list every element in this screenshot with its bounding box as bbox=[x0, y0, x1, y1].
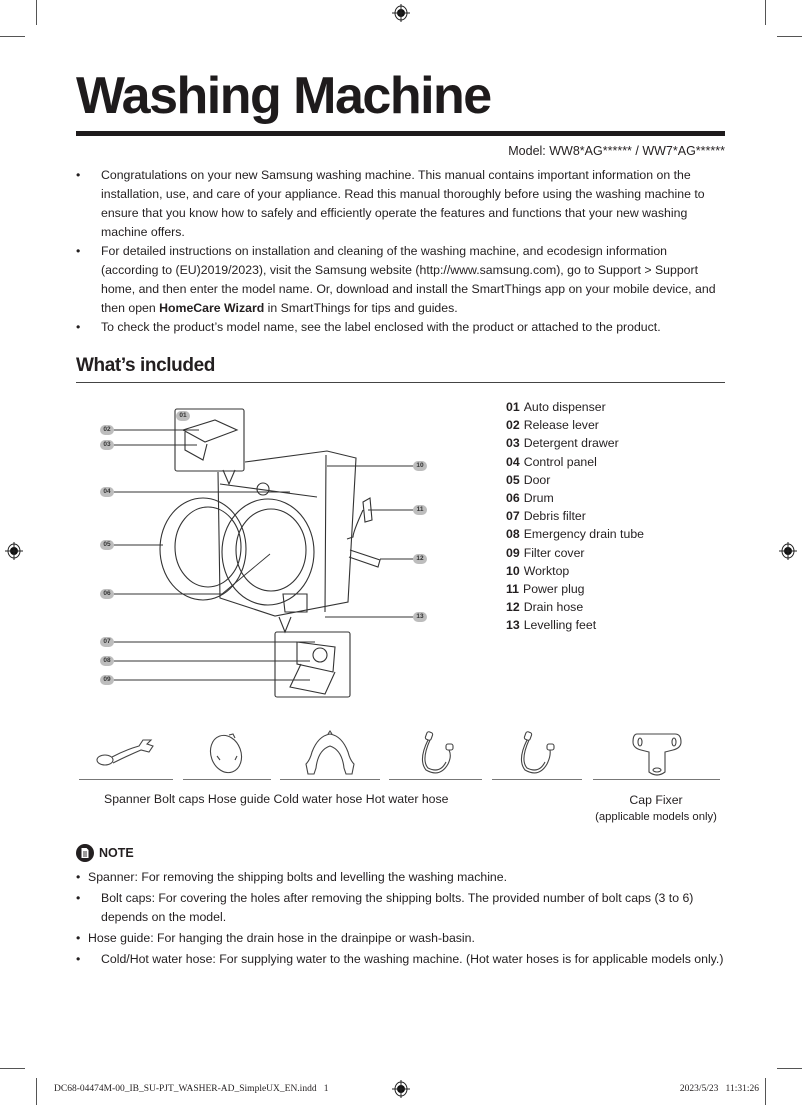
accessory-bolt-caps bbox=[183, 728, 271, 780]
washing-machine-diagram bbox=[95, 402, 440, 702]
intro-text: Congratulations on your new Samsung washing machine. This manual contains important information on the installation, use, and care of your appliance. Read this manual thoroughly before using the washing machine to ensure that you know how to safely and efficiently operate the features and functions that your new washing machine offers. bbox=[101, 168, 705, 239]
note-item: • Bolt caps: For covering the holes after removing the shipping bolts. The provided number of bolt caps (3 to 6) depends on the model. bbox=[76, 891, 694, 924]
bullet-dot: • bbox=[76, 320, 81, 334]
part-item: 05 Door bbox=[506, 472, 551, 487]
callout-02: 02 bbox=[100, 425, 114, 435]
note-icon bbox=[76, 844, 94, 862]
accessory-hose-guide bbox=[280, 728, 380, 780]
crop-mark bbox=[777, 1068, 802, 1069]
bolt-cap-icon bbox=[207, 730, 247, 776]
crop-mark bbox=[0, 36, 25, 37]
part-item: 04 Control panel bbox=[506, 454, 597, 469]
divider bbox=[280, 779, 380, 780]
accessory-cap-fixer bbox=[593, 728, 720, 780]
callout-11: 11 bbox=[413, 505, 427, 515]
callout-08: 08 bbox=[100, 656, 114, 666]
accessories-row bbox=[79, 728, 725, 782]
registration-mark-icon bbox=[392, 4, 410, 22]
crop-mark bbox=[765, 0, 766, 25]
crop-mark bbox=[765, 1078, 766, 1105]
hot-water-hose-icon bbox=[513, 730, 561, 778]
callout-03: 03 bbox=[100, 440, 114, 450]
divider bbox=[593, 779, 720, 780]
part-item: 01 Auto dispenser bbox=[506, 400, 606, 414]
intro-bullet bbox=[76, 166, 726, 242]
homecare-wizard-link-text: HomeCare Wizard bbox=[159, 301, 265, 315]
cap-fixer-label bbox=[595, 792, 717, 826]
crop-mark bbox=[36, 1078, 37, 1105]
registration-mark-icon bbox=[779, 542, 797, 560]
part-item: 08 Emergency drain tube bbox=[506, 527, 644, 542]
accessory-spanner bbox=[79, 728, 173, 780]
callout-06: 06 bbox=[100, 589, 114, 599]
part-item: 13 Levelling feet bbox=[506, 618, 597, 633]
callout-10: 10 bbox=[413, 461, 427, 471]
divider bbox=[183, 779, 271, 780]
part-item: 10 Worktop bbox=[506, 563, 570, 578]
print-slug-filename: DC68-04474M-00_IB_SU-PJT_WASHER-AD_SimpleUX_EN.indd 1 bbox=[54, 1084, 329, 1094]
page-title: Washing Machine bbox=[76, 67, 491, 125]
intro-bullet bbox=[76, 318, 726, 337]
part-item: 02 Release lever bbox=[506, 418, 599, 433]
divider bbox=[79, 779, 173, 780]
hose-guide-icon bbox=[302, 730, 358, 778]
note-item: • Cold/Hot water hose: For supplying water to the washing machine. (Hot water hoses is for applicable models only.) bbox=[76, 952, 724, 966]
bullet-dot: • bbox=[76, 244, 81, 258]
intro-text: For detailed instructions on installation and cleaning of the washing machine, and ecodesign information (according to (EU)2019/2023), visit the Samsung website (http://www.samsung.com), go to Support > Support home, and then enter the model name. Or, download and install the SmartThings app on your mobile device, and then open bbox=[101, 244, 716, 315]
callout-07: 07 bbox=[100, 637, 114, 647]
callout-01: 01 bbox=[176, 411, 190, 421]
accessory-labels: Spanner Bolt caps Hose guide Cold water hose Hot water hose bbox=[104, 792, 449, 806]
title-rule bbox=[76, 131, 725, 136]
note-heading bbox=[76, 844, 134, 862]
note-item: • Hose guide: For hanging the drain hose in the drainpipe or wash-basin. bbox=[76, 931, 475, 945]
intro-bullets bbox=[76, 166, 726, 337]
cap-fixer-icon bbox=[629, 730, 685, 778]
note-item: • Spanner: For removing the shipping bolts and levelling the washing machine. bbox=[76, 870, 508, 884]
callout-05: 05 bbox=[100, 540, 114, 550]
callout-13: 13 bbox=[413, 612, 427, 622]
part-item: 03 Detergent drawer bbox=[506, 436, 619, 451]
note-list bbox=[76, 868, 726, 971]
model-number: Model: WW8*AG****** / WW7*AG****** bbox=[508, 144, 725, 158]
crop-mark bbox=[777, 36, 802, 37]
intro-text: in SmartThings for tips and guides. bbox=[264, 301, 458, 315]
part-item: 11 Power plug bbox=[506, 581, 585, 596]
intro-text: To check the product’s model name, see the label enclosed with the product or attached to the product. bbox=[101, 320, 661, 334]
part-item: 12 Drain hose bbox=[506, 600, 584, 615]
registration-mark-icon bbox=[392, 1080, 410, 1098]
note-title: NOTE bbox=[99, 846, 134, 860]
parts-list bbox=[506, 398, 644, 634]
callout-04: 04 bbox=[100, 487, 114, 497]
crop-mark bbox=[0, 1068, 25, 1069]
callout-09: 09 bbox=[100, 675, 114, 685]
intro-bullet bbox=[76, 242, 726, 318]
part-item: 06 Drum bbox=[506, 490, 554, 505]
cold-water-hose-icon bbox=[412, 730, 460, 778]
section-rule bbox=[76, 382, 725, 383]
print-slug-timestamp: 2023/5/23 11:31:26 bbox=[679, 1084, 759, 1094]
spanner-icon bbox=[95, 730, 157, 770]
part-item: 07 Debris filter bbox=[506, 509, 586, 524]
cap-fixer-note: (applicable models only) bbox=[595, 811, 717, 823]
divider bbox=[492, 779, 582, 780]
cap-fixer-title: Cap Fixer bbox=[629, 793, 683, 807]
accessory-hot-water-hose bbox=[492, 728, 582, 780]
section-heading: What’s included bbox=[76, 355, 215, 376]
crop-mark bbox=[36, 0, 37, 25]
accessory-cold-water-hose bbox=[389, 728, 482, 780]
bullet-dot: • bbox=[76, 168, 81, 182]
washing-machine-illustration-icon bbox=[95, 402, 440, 702]
registration-mark-icon bbox=[5, 542, 23, 560]
part-item: 09 Filter cover bbox=[506, 545, 585, 560]
callout-12: 12 bbox=[413, 554, 427, 564]
divider bbox=[389, 779, 482, 780]
